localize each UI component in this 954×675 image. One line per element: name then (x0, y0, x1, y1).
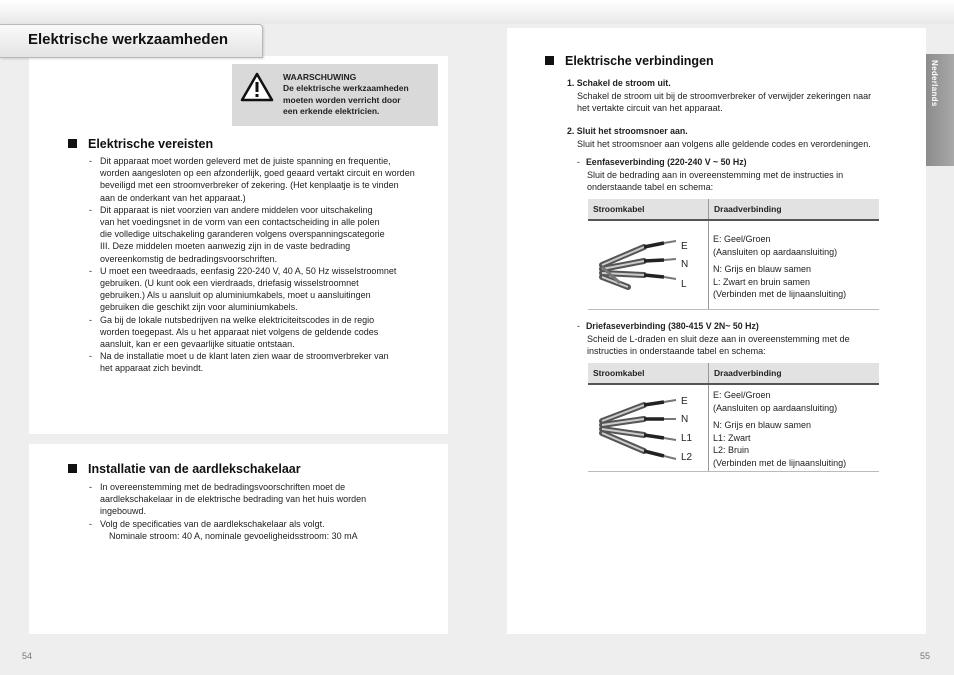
wire-label: N (681, 259, 689, 270)
cable-diagram-single (588, 221, 708, 309)
bullet-square-icon (68, 139, 77, 148)
cable-icon (588, 385, 688, 471)
three-phase-table (588, 363, 879, 472)
list-item: - In overeenstemming met de bedradingsvoorschriften moet de aardlekschakelaar in de elektrische bedrading van het huis worden ingebouwd. (89, 481, 444, 518)
list-item: - Ga bij de lokale nutsbedrijven na welke elektriciteitscodes in de regio worden toegepast. Als u het apparaat niet volgens de geldende codes aansluit, kan er een gevaarlijke situatie ontstaan. (89, 314, 444, 351)
single-phase-title: - Eenfaseverbinding (220-240 V ~ 50 Hz) (577, 157, 747, 167)
step-1-text: Schakel de stroom uit bij de stroomverbreker of verwijder zekeringen naar het vertakte circuit van het apparaat. (577, 91, 872, 114)
page-title: Elektrische werkzaamheden (28, 31, 229, 48)
page-number-left: 54 (22, 651, 33, 661)
three-phase-title: - Driefaseverbinding (380-415 V 2N~ 50 Hz) (577, 321, 759, 331)
warning-triangle-icon (240, 72, 274, 102)
requirements-heading: Elektrische vereisten (68, 137, 213, 151)
bullet-square-icon (545, 56, 554, 65)
connection-description: E: Geel/Groen (Aansluiten op aardaansluiting) N: Grijs en blauw samen L1: Zwart L2: Bruin (Verbinden met de lijnaansluiting) (713, 390, 847, 468)
warning-box (232, 64, 438, 126)
connection-description: E: Geel/Groen (Aansluiten op aardaansluiting) N: Grijs en blauw samen L: Zwart en bruin samen (Verbinden met de lijnaansluiting) (713, 234, 847, 299)
language-label: Nederlands (930, 60, 939, 107)
list-item: - Volg de specificaties van de aardlekschakelaar als volgt. (89, 518, 444, 530)
column-header: Stroomkabel (588, 363, 709, 384)
step-2-text: Sluit het stroomsnoer aan volgens alle geldende codes en verordeningen. (577, 139, 871, 149)
top-band (0, 0, 954, 24)
single-phase-table (588, 199, 879, 310)
requirements-list (89, 155, 444, 375)
list-item: - Dit apparaat moet worden geleverd met de juiste spanning en frequentie, worden aangesloten op een afzonderlijk, goed geaard vertakt circuit en worden beveiligd met een stroomverbreker of zekering. (Het kenplaatje is te vinden aan de onderkant van het apparaat.) (89, 155, 444, 204)
column-header: Draadverbinding (709, 363, 880, 384)
list-item: - Dit apparaat is niet voorzien van andere middelen voor uitschakeling van het voedingsnet in de vorm van een contactscheiding in alle polen die volledige uitschakeling garanderen volgens overspanningscategorie III. Deze middelen moeten aanwezig zijn in de vaste bedrading overeenkomstig de bedradingsvoorschriften. (89, 204, 444, 265)
installation-heading: Installatie van de aardlekschakelaar (68, 462, 301, 476)
section-title-tab (0, 24, 263, 58)
wire-label: L (681, 279, 687, 290)
wire-label: E (681, 396, 688, 407)
single-phase-text: Sluit de bedrading aan in overeenstemming met de instructies in onderstaande tabel en schema: (587, 170, 844, 193)
connections-heading: Elektrische verbindingen (545, 54, 714, 68)
step-2-title: 2. Sluit het stroomsnoer aan. (567, 126, 688, 136)
page-number-right: 55 (920, 651, 931, 661)
wire-label: E (681, 241, 688, 252)
wire-label: L1 (681, 433, 693, 444)
warning-title: WAARSCHUWING (283, 72, 357, 82)
cable-diagram-three (588, 385, 708, 471)
rating-text: Nominale stroom: 40 A, nominale gevoeligheidsstroom: 30 mA (109, 530, 358, 541)
wire-label: L2 (681, 452, 693, 463)
column-header: Draadverbinding (709, 199, 880, 220)
list-item: - Na de installatie moet u de klant laten zien waar de stroomverbreker van het apparaat zich bevindt. (89, 350, 444, 374)
list-item: - U moet een tweedraads, eenfasig 220-240 V, 40 A, 50 Hz wisselstroomnet gebruiken. (U kunt ook een vierdraads, driefasig wisselstroomnet gebruiken.) Als u aansluit op aluminiumkabels, moet u aansluitingen gebruiken die geschikt zijn voor aluminiumkabels. (89, 265, 444, 314)
installation-list (89, 481, 444, 542)
warning-text: De elektrische werkzaamheden moeten worden verricht door een erkende elektricien. (283, 83, 409, 116)
bullet-square-icon (68, 464, 77, 473)
cable-icon (588, 221, 688, 309)
step-1-title: 1. Schakel de stroom uit. (567, 78, 671, 88)
wire-label: N (681, 414, 689, 425)
right-panel (507, 28, 926, 634)
column-header: Stroomkabel (588, 199, 709, 220)
language-tab (926, 54, 954, 166)
three-phase-text: Scheid de L-draden en sluit deze aan in overeenstemming met de instructies in onderstaande tabel en schema: (587, 334, 850, 357)
